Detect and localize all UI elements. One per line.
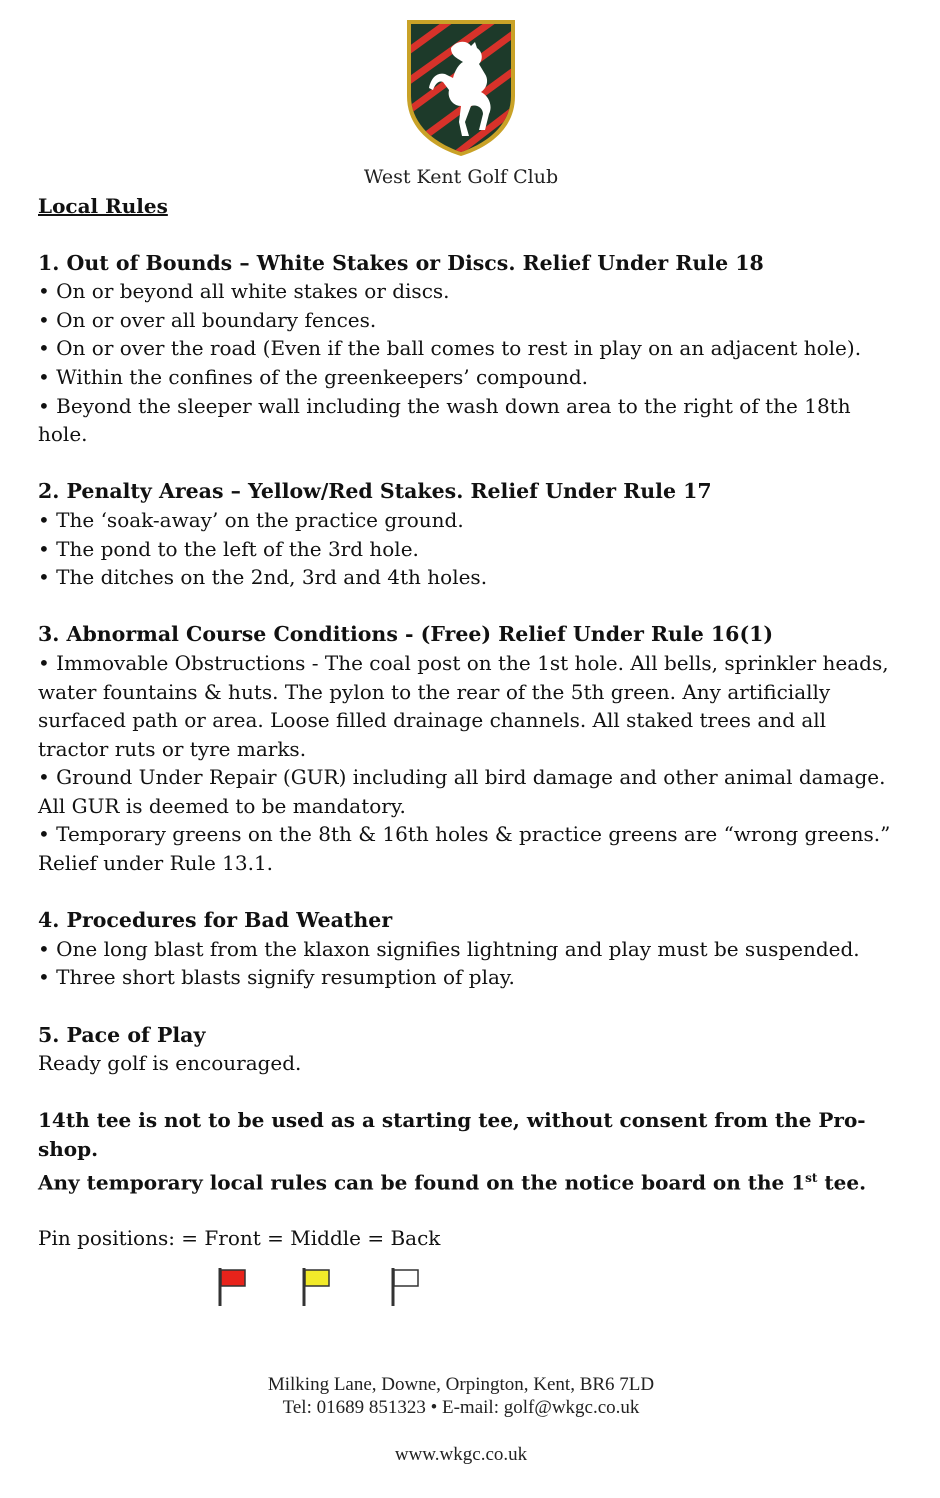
club-crest-logo [405,18,517,158]
notice-block [38,1106,898,1196]
list-item: • The ditches on the 2nd, 3rd and 4th holes. [38,563,898,592]
section-heading: 1. Out of Bounds – White Stakes or Discs. Relief Under Rule 18 [38,250,764,275]
footer-address: Milking Lane, Downe, Orpington, Kent, BR6 7LD [267,1374,655,1395]
local-rules-content [38,192,898,1197]
list-item: • Beyond the sleeper wall including the wash down area to the right of the 18th hole. [38,392,898,449]
middle-flag-icon [300,1266,334,1308]
rule-section-out-of-bounds [38,249,898,449]
footer-contact: Tel: 01689 851323 • E-mail: golf@wkgc.co.uk [282,1397,640,1418]
list-item: • Temporary greens on the 8th & 16th holes & practice greens are “wrong greens.” Relief under Rule 13.1. [38,820,898,877]
pin-positions-label: Pin positions: = Front = Middle = Back [38,1226,441,1250]
section-heading: 2. Penalty Areas – Yellow/Red Stakes. Relief Under Rule 17 [38,479,712,504]
list-item: • Three short blasts signify resumption of play. [38,963,898,992]
list-item: • On or beyond all white stakes or discs. [38,277,898,306]
rule-section-penalty-areas [38,477,898,591]
list-item: • The pond to the left of the 3rd hole. [38,535,898,564]
rule-section-abnormal-conditions [38,620,898,877]
footer-website[interactable]: www.wkgc.co.uk [394,1444,528,1465]
section-heading: 5. Pace of Play [38,1022,206,1047]
section-heading: 3. Abnormal Course Conditions - (Free) Relief Under Rule 16(1) [38,622,774,647]
list-item: • On or over the road (Even if the ball comes to rest in play on an adjacent hole). [38,334,898,363]
front-flag-icon [216,1266,250,1308]
list-item: • On or over all boundary fences. [38,306,898,335]
pace-text: Ready golf is encouraged. [38,1051,302,1076]
rule-section-pace-of-play [38,1021,898,1078]
temporary-rules-notice: Any temporary local rules can be found on the notice board on the 1st tee. [38,1170,867,1195]
list-item: • One long blast from the klaxon signifies lightning and play must be suspended. [38,935,898,964]
page-title: Local Rules [38,194,168,218]
list-item: • Immovable Obstructions - The coal post on the 1st hole. All bells, sprinkler heads, water fountains & huts. The pylon to the rear of the 5th green. Any artificially surfaced path or area. Loose filled drainage channels. All staked trees and all tractor ruts or tyre marks. [38,649,898,763]
rule-section-bad-weather [38,906,898,992]
list-item: • The ‘soak-away’ on the practice ground. [38,506,898,535]
starting-tee-notice: 14th tee is not to be used as a starting tee, without consent from the Pro-shop. [38,1108,866,1161]
back-flag-icon [389,1266,423,1308]
club-name: West Kent Golf Club [363,166,559,188]
section-heading: 4. Procedures for Bad Weather [38,908,393,933]
list-item: • Within the confines of the greenkeepers’ compound. [38,363,898,392]
list-item: • Ground Under Repair (GUR) including all bird damage and other animal damage. All GUR is deemed to be mandatory. [38,763,898,820]
